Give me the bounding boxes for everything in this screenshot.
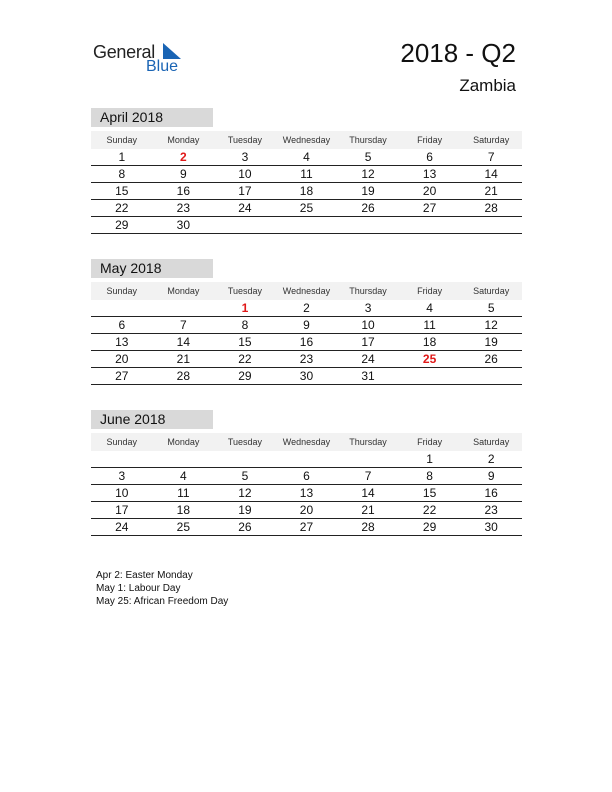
empty-day-cell — [460, 368, 522, 385]
day-cell: 24 — [337, 351, 399, 368]
day-cell: 29 — [399, 519, 461, 536]
week-row — [91, 166, 522, 183]
day-cell: 19 — [337, 183, 399, 200]
day-cell: 30 — [153, 217, 215, 234]
empty-day-cell — [153, 451, 215, 468]
day-cell: 12 — [337, 166, 399, 183]
weekday-header: Saturday — [460, 282, 522, 300]
empty-day-cell — [460, 217, 522, 234]
week-row — [91, 485, 522, 502]
day-cell: 23 — [153, 200, 215, 217]
week-row — [91, 351, 522, 368]
day-cell: 7 — [460, 149, 522, 166]
day-cell: 3 — [214, 149, 276, 166]
holiday-note: Apr 2: Easter Monday — [96, 570, 193, 581]
day-cell: 7 — [337, 468, 399, 485]
day-cell: 26 — [337, 200, 399, 217]
day-cell: 12 — [460, 317, 522, 334]
month-name: May 2018 — [91, 259, 213, 278]
empty-day-cell — [91, 300, 153, 317]
day-cell: 26 — [460, 351, 522, 368]
day-cell: 21 — [153, 351, 215, 368]
day-cell: 21 — [460, 183, 522, 200]
month-table — [91, 433, 522, 536]
day-cell: 10 — [91, 485, 153, 502]
empty-day-cell — [337, 451, 399, 468]
empty-day-cell — [276, 451, 338, 468]
day-cell: 24 — [214, 200, 276, 217]
day-cell: 16 — [276, 334, 338, 351]
day-cell: 27 — [91, 368, 153, 385]
day-cell: 23 — [460, 502, 522, 519]
holiday-day-cell: 25 — [399, 351, 461, 368]
logo-blue-text: Blue — [146, 58, 179, 75]
day-cell: 1 — [91, 149, 153, 166]
empty-day-cell — [399, 368, 461, 385]
day-cell: 18 — [276, 183, 338, 200]
empty-day-cell — [214, 217, 276, 234]
day-cell: 7 — [153, 317, 215, 334]
day-cell: 21 — [337, 502, 399, 519]
empty-day-cell — [337, 217, 399, 234]
day-cell: 10 — [214, 166, 276, 183]
week-row — [91, 200, 522, 217]
day-cell: 30 — [276, 368, 338, 385]
day-cell: 11 — [276, 166, 338, 183]
day-cell: 26 — [214, 519, 276, 536]
day-cell: 4 — [276, 149, 338, 166]
month-calendar-may — [91, 259, 522, 385]
day-cell: 5 — [460, 300, 522, 317]
day-cell: 24 — [91, 519, 153, 536]
day-cell: 9 — [153, 166, 215, 183]
week-row — [91, 149, 522, 166]
page-title: 2018 - Q2 — [400, 38, 516, 68]
weekday-header: Tuesday — [214, 433, 276, 451]
day-cell: 14 — [460, 166, 522, 183]
day-cell: 4 — [153, 468, 215, 485]
country-name: Zambia — [459, 76, 516, 95]
weekday-header: Tuesday — [214, 131, 276, 149]
day-cell: 23 — [276, 351, 338, 368]
day-cell: 12 — [214, 485, 276, 502]
day-cell: 25 — [153, 519, 215, 536]
day-cell: 27 — [276, 519, 338, 536]
day-cell: 4 — [399, 300, 461, 317]
day-cell: 5 — [337, 149, 399, 166]
day-cell: 11 — [153, 485, 215, 502]
weekday-header: Wednesday — [276, 282, 338, 300]
day-cell: 22 — [214, 351, 276, 368]
empty-day-cell — [276, 217, 338, 234]
month-calendar-june — [91, 410, 522, 536]
day-cell: 2 — [460, 451, 522, 468]
empty-day-cell — [214, 451, 276, 468]
day-cell: 19 — [214, 502, 276, 519]
month-name: April 2018 — [91, 108, 213, 127]
logo-general-text: General — [93, 42, 155, 62]
empty-day-cell — [91, 451, 153, 468]
day-cell: 14 — [337, 485, 399, 502]
month-calendar-april — [91, 108, 522, 234]
week-row — [91, 183, 522, 200]
day-cell: 6 — [276, 468, 338, 485]
day-cell: 10 — [337, 317, 399, 334]
day-cell: 20 — [91, 351, 153, 368]
holiday-day-cell: 2 — [153, 149, 215, 166]
day-cell: 20 — [276, 502, 338, 519]
day-cell: 8 — [399, 468, 461, 485]
empty-day-cell — [153, 300, 215, 317]
holiday-note: May 25: African Freedom Day — [96, 596, 229, 607]
weekday-header: Friday — [399, 131, 461, 149]
day-cell: 11 — [399, 317, 461, 334]
week-row — [91, 317, 522, 334]
week-row — [91, 300, 522, 317]
day-cell: 14 — [153, 334, 215, 351]
weekday-header: Saturday — [460, 131, 522, 149]
weekday-header: Saturday — [460, 433, 522, 451]
day-cell: 31 — [337, 368, 399, 385]
day-cell: 25 — [276, 200, 338, 217]
weekday-header: Thursday — [337, 282, 399, 300]
day-cell: 15 — [399, 485, 461, 502]
weekday-header: Tuesday — [214, 282, 276, 300]
day-cell: 6 — [399, 149, 461, 166]
weekday-header: Friday — [399, 282, 461, 300]
weekday-header: Sunday — [91, 433, 153, 451]
weekday-header: Monday — [153, 433, 215, 451]
day-cell: 13 — [276, 485, 338, 502]
day-cell: 17 — [91, 502, 153, 519]
month-table — [91, 131, 522, 234]
day-cell: 18 — [153, 502, 215, 519]
weekday-header: Sunday — [91, 131, 153, 149]
day-cell: 15 — [214, 334, 276, 351]
day-cell: 2 — [276, 300, 338, 317]
weekday-header: Wednesday — [276, 131, 338, 149]
week-row — [91, 368, 522, 385]
holiday-notes — [96, 569, 228, 608]
week-row — [91, 451, 522, 468]
week-row — [91, 502, 522, 519]
day-cell: 13 — [91, 334, 153, 351]
day-cell: 6 — [91, 317, 153, 334]
month-name: June 2018 — [91, 410, 213, 429]
day-cell: 30 — [460, 519, 522, 536]
day-cell: 29 — [214, 368, 276, 385]
holiday-day-cell: 1 — [214, 300, 276, 317]
day-cell: 8 — [91, 166, 153, 183]
brand-logo — [93, 40, 193, 80]
day-cell: 9 — [460, 468, 522, 485]
day-cell: 29 — [91, 217, 153, 234]
week-row — [91, 334, 522, 351]
weekday-header: Sunday — [91, 282, 153, 300]
week-row — [91, 468, 522, 485]
day-cell: 28 — [460, 200, 522, 217]
month-table — [91, 282, 522, 385]
week-row — [91, 217, 522, 234]
holiday-note: May 1: Labour Day — [96, 583, 181, 594]
weekday-header: Thursday — [337, 131, 399, 149]
day-cell: 19 — [460, 334, 522, 351]
day-cell: 20 — [399, 183, 461, 200]
day-cell: 5 — [214, 468, 276, 485]
logo-triangle-icon — [163, 43, 181, 59]
day-cell: 3 — [337, 300, 399, 317]
day-cell: 15 — [91, 183, 153, 200]
day-cell: 13 — [399, 166, 461, 183]
weekday-header: Monday — [153, 282, 215, 300]
day-cell: 17 — [337, 334, 399, 351]
week-row — [91, 519, 522, 536]
day-cell: 28 — [153, 368, 215, 385]
day-cell: 3 — [91, 468, 153, 485]
day-cell: 16 — [153, 183, 215, 200]
day-cell: 1 — [399, 451, 461, 468]
day-cell: 8 — [214, 317, 276, 334]
day-cell: 28 — [337, 519, 399, 536]
weekday-header: Thursday — [337, 433, 399, 451]
day-cell: 18 — [399, 334, 461, 351]
day-cell: 27 — [399, 200, 461, 217]
day-cell: 22 — [91, 200, 153, 217]
weekday-header: Friday — [399, 433, 461, 451]
day-cell: 9 — [276, 317, 338, 334]
day-cell: 16 — [460, 485, 522, 502]
day-cell: 17 — [214, 183, 276, 200]
day-cell: 22 — [399, 502, 461, 519]
empty-day-cell — [399, 217, 461, 234]
weekday-header: Monday — [153, 131, 215, 149]
weekday-header: Wednesday — [276, 433, 338, 451]
